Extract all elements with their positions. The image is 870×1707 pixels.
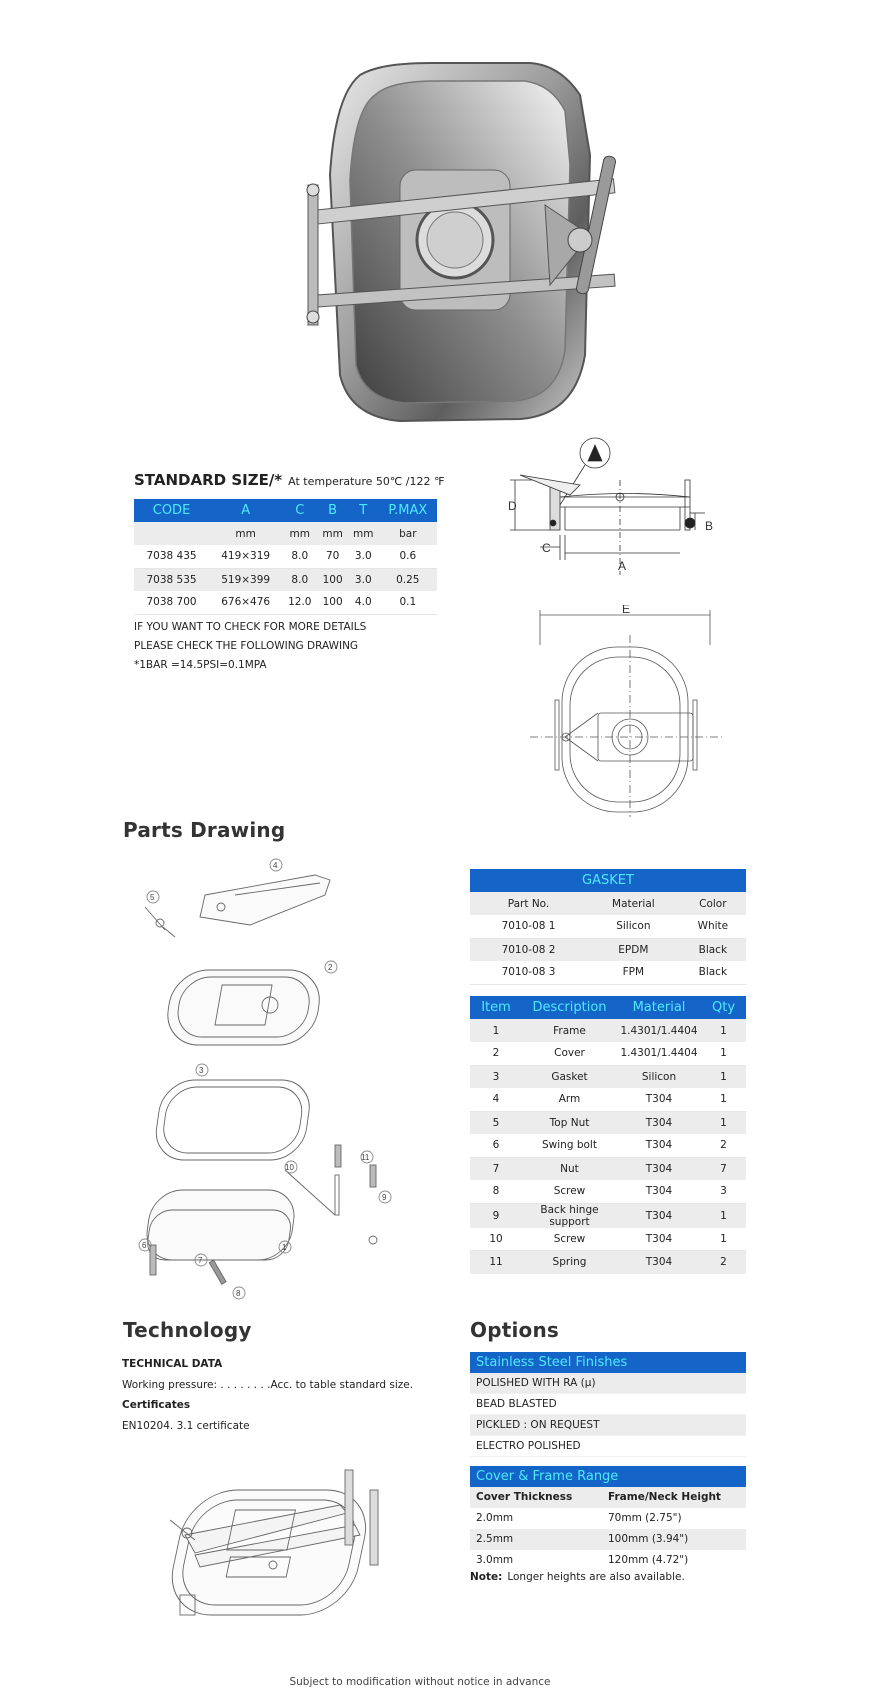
units-row: mm mm mm mm bar — [134, 522, 437, 545]
range-note: Note: Longer heights are also available. — [470, 1571, 685, 1583]
callout-9: 9 — [382, 1193, 387, 1202]
table-row: 5 Top Nut T304 1 — [470, 1111, 746, 1134]
table-row: 9 Back hinge support T304 1 — [470, 1203, 746, 1228]
col-a: A — [209, 499, 282, 522]
manhole-line-drawing — [165, 1465, 405, 1650]
parts-drawing-title: Parts Drawing — [123, 818, 286, 842]
range-columns: Cover Thickness Frame/Neck Height — [470, 1487, 746, 1508]
gasket-table: GASKET Part No. Material Color 7010-08 1 Silicon White 7010-08 2 EPDM Black 7010-08 3 FPM Black — [470, 869, 746, 985]
callout-8: 8 — [236, 1289, 241, 1298]
table-row: 4 Arm T304 1 — [470, 1088, 746, 1111]
col-b: B — [317, 499, 348, 522]
callout-6: 6 — [142, 1241, 147, 1250]
dim-d: D — [508, 499, 517, 513]
table-row: 6 Swing bolt T304 2 — [470, 1134, 746, 1157]
col-pmax: P.MAX — [379, 499, 437, 522]
table-row: 7 Nut T304 7 — [470, 1157, 746, 1180]
list-item: PICKLED : ON REQUEST — [470, 1415, 746, 1436]
table-row: 10 Screw T304 1 — [470, 1228, 746, 1251]
list-item: BEAD BLASTED — [470, 1394, 746, 1415]
list-item: ELECTRO POLISHED — [470, 1436, 746, 1457]
range-header: Cover & Frame Range — [470, 1466, 746, 1487]
technology-title: Technology — [123, 1318, 252, 1342]
callout-4: 4 — [273, 861, 278, 870]
gasket-title: GASKET — [470, 869, 746, 892]
parts-list-table: Item Description Material Qty 1 Frame 1.4301/1.4404 1 2 Cover 1.4301/1.4404 1 3 Gasket Silicon 1 4 Arm T304 1 5 Top Nut T304 1 6 Swing bolt T304 2 7 Nut T304 7 8 Screw T304 3 9 Back hinge support T304 1 10 Screw T304 1 11 Spring T304 2 — [470, 996, 746, 1274]
callout-10: 10 — [285, 1163, 294, 1172]
callout-2: 2 — [328, 963, 333, 972]
exploded-parts-drawing — [135, 855, 420, 1305]
callout-1: 1 — [282, 1243, 287, 1252]
dim-a: A — [618, 559, 627, 573]
col-t: T — [348, 499, 379, 522]
dim-e: E — [622, 605, 631, 616]
side-section-drawing — [490, 435, 740, 585]
dim-b: B — [705, 519, 714, 533]
options-title: Options — [470, 1318, 560, 1342]
table-row: 2 Cover 1.4301/1.4404 1 — [470, 1042, 746, 1065]
table-row: 1 Frame 1.4301/1.4404 1 — [470, 1019, 746, 1042]
manhole-product-image — [290, 55, 660, 425]
standard-size-title: STANDARD SIZE/* At temperature 50℃ /122 ℉ — [134, 471, 445, 489]
footer-notice: Subject to modification without notice in advance — [289, 1676, 551, 1688]
table-row: 11 Spring T304 2 — [470, 1251, 746, 1274]
top-view-drawing — [510, 605, 770, 820]
table-row: 7038 535 519×399 8.0 100 3.0 0.25 — [134, 568, 437, 591]
callout-3: 3 — [199, 1066, 204, 1075]
list-item: POLISHED WITH RA (μ) — [470, 1373, 746, 1394]
table-row: 3 Gasket Silicon 1 — [470, 1065, 746, 1088]
table-row: 7038 435 419×319 8.0 70 3.0 0.6 — [134, 545, 437, 568]
technical-data: TECHNICAL DATA Working pressure: . . . . . . . .Acc. to table standard size. Certificates EN10204. 3.1 certificate — [122, 1358, 414, 1432]
table-row: 7038 700 676×476 12.0 100 4.0 0.1 — [134, 591, 437, 614]
finishes-box — [470, 1352, 746, 1457]
table-row: 7010-08 3 FPM Black — [470, 961, 746, 984]
table-row: 2.0mm 70mm (2.75") — [476, 1512, 682, 1524]
standard-size-subtitle: At temperature 50℃ /122 ℉ — [288, 475, 445, 488]
table-row: 7010-08 1 Silicon White — [470, 915, 746, 938]
callout-5: 5 — [150, 893, 155, 902]
callout-7: 7 — [198, 1256, 203, 1265]
table-row: 3.0mm 120mm (4.72") — [476, 1554, 689, 1566]
col-code: CODE — [134, 499, 209, 522]
dim-c: C — [542, 541, 551, 555]
finishes-header: Stainless Steel Finishes — [470, 1352, 746, 1373]
standard-size-table — [134, 499, 437, 615]
standard-notes: IF YOU WANT TO CHECK FOR MORE DETAILS PLEASE CHECK THE FOLLOWING DRAWING *1BAR =14.5PSI=0.1MPA — [134, 621, 367, 671]
col-c: C — [282, 499, 317, 522]
table-row: 2.5mm 100mm (3.94") — [470, 1529, 746, 1550]
table-row: 7010-08 2 EPDM Black — [470, 938, 746, 961]
cover-frame-range-box — [470, 1466, 746, 1571]
callout-11: 11 — [361, 1153, 370, 1162]
table-row: 8 Screw T304 3 — [470, 1180, 746, 1203]
